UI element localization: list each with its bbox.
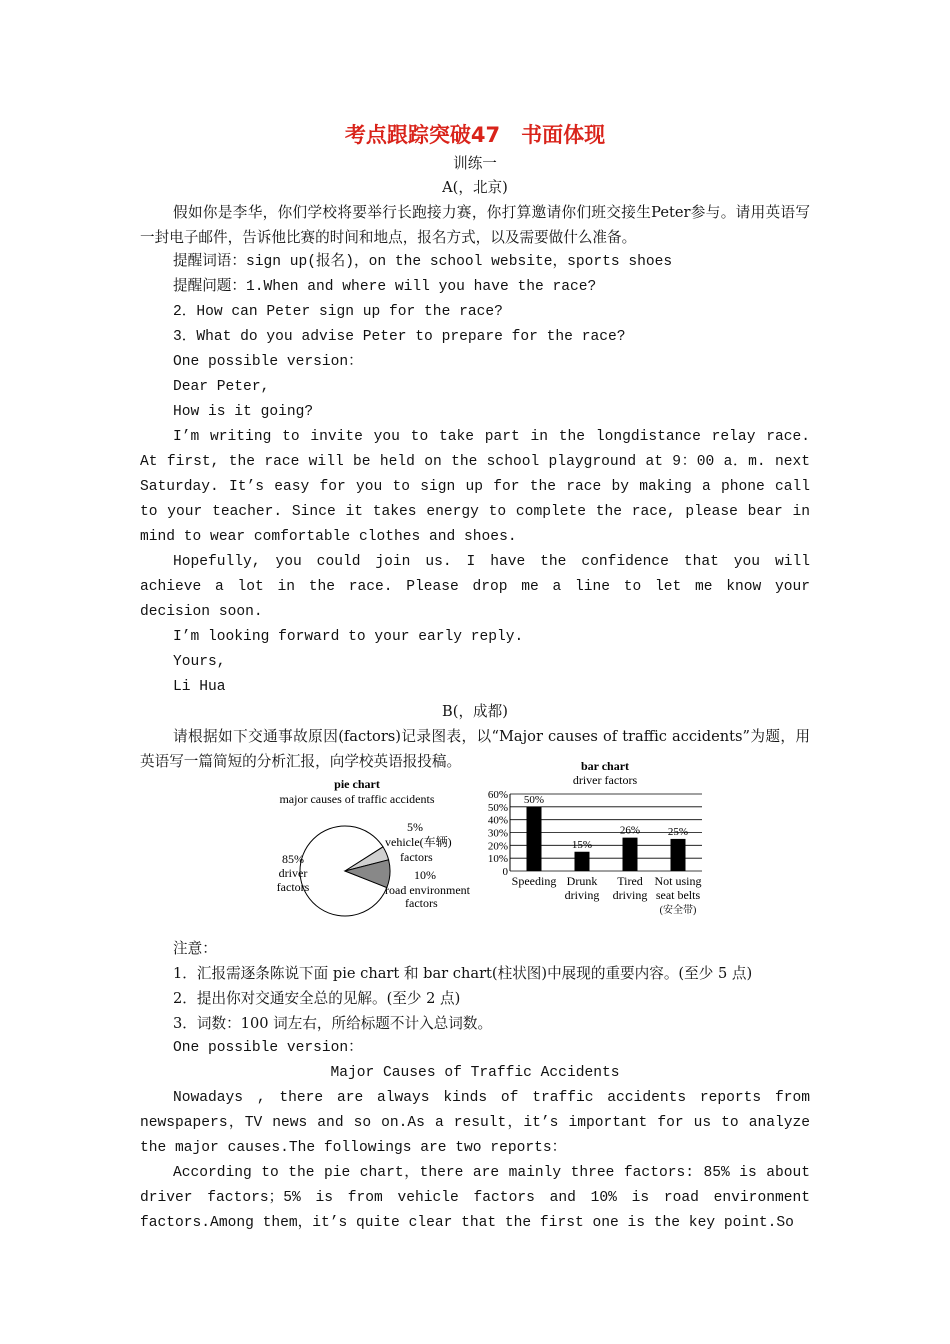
section-a-task: 假如你是李华，你们学校将要举行长跑接力赛，你打算邀请你们班交接生Peter参与。请用英语写一封电子邮件，告诉他比赛的时间和地点，报名方式，以及需要做什么准备。 bbox=[140, 204, 810, 246]
bar bbox=[527, 807, 542, 871]
y-tick-label: 10% bbox=[487, 853, 508, 866]
essay-paragraph-1: Nowadays , there are always kinds of traffic accidents reports from newspapers，TV news and so on.As a result，it’s important for us to analyze the major causes.The followings are two reports： bbox=[140, 1090, 810, 1156]
y-tick-label: 0 bbox=[502, 866, 508, 878]
hint-question-1: 提醒问题：1.When and where will you have the race? bbox=[173, 279, 597, 295]
x-category-label: Speeding bbox=[511, 874, 557, 888]
pie-slice-label: vehicle(车辆) bbox=[385, 835, 452, 849]
pie-slice-label: 85% bbox=[282, 852, 304, 866]
x-category-label: Drunk bbox=[566, 874, 598, 888]
x-category-label: driving bbox=[612, 888, 648, 902]
y-tick-label: 30% bbox=[487, 827, 508, 840]
section-b-heading: B(，成都) bbox=[442, 703, 508, 720]
section-a-heading: A(，北京) bbox=[442, 179, 508, 196]
bar-chart-title: bar chart bbox=[580, 759, 630, 773]
bar-chart bbox=[487, 758, 732, 918]
section-b-task: 请根据如下交通事故原因(factors)记录图表，以“Major causes of traffic accidents”为题，用英语写一篇简短的分析汇报，向学校英语报投稿。 bbox=[140, 728, 810, 770]
pie-slice-label: factors bbox=[405, 896, 438, 910]
letter-opening: How is it going? bbox=[173, 404, 314, 420]
x-category-label: (安全带) bbox=[659, 905, 697, 916]
bar-value-label: 26% bbox=[619, 824, 641, 837]
version-label-a: One possible version： bbox=[173, 354, 363, 370]
bar bbox=[575, 852, 590, 871]
chart-figure bbox=[140, 759, 810, 936]
y-tick-label: 60% bbox=[487, 789, 508, 801]
document-page bbox=[140, 118, 810, 1236]
bar bbox=[671, 839, 686, 871]
bar bbox=[623, 838, 638, 871]
x-category-label: Tired bbox=[617, 874, 643, 888]
essay-paragraph-2: According to the pie chart，there are mainly three factors: 85% is about driver factors；5% is from vehicle factors and 10% is road environment factors.Among them，it’s quite clear that the first one is the key point.So bbox=[140, 1165, 810, 1231]
note-1: 1．汇报需逐条陈说下面 pie chart 和 bar chart(柱状图)中展现的重要内容。(至少 5 点) bbox=[173, 965, 753, 982]
letter-closing-line: I’m looking forward to your early reply. bbox=[173, 629, 524, 645]
page-title: 考点跟踪突破47 书面体现 bbox=[344, 123, 606, 147]
x-category-label: seat belts bbox=[655, 888, 701, 902]
pie-chart-title: pie chart bbox=[334, 777, 380, 791]
hint-question-3: 3．What do you advise Peter to prepare for the race? bbox=[173, 329, 626, 345]
bar-value-label: 50% bbox=[523, 793, 545, 806]
y-tick-label: 20% bbox=[487, 840, 508, 853]
x-category-label: driving bbox=[564, 888, 600, 902]
y-tick-label: 50% bbox=[487, 801, 508, 814]
notes-label: 注意： bbox=[173, 940, 217, 957]
pie-slice-label: driver bbox=[278, 866, 308, 880]
bar-value-label: 25% bbox=[667, 825, 689, 838]
pie-slice-label: 10% bbox=[414, 868, 436, 882]
note-3: 3．词数：100 词左右，所给标题不计入总词数。 bbox=[173, 1015, 493, 1032]
letter-paragraph-2: Hopefully, you could join us. I have the confidence that you will achieve a lot in the race. Please drop me a line to let me know your decision soon. bbox=[140, 554, 810, 620]
pie-slice-label: road environment bbox=[385, 883, 470, 897]
pie-slice-label: factors bbox=[400, 850, 433, 864]
letter-sign-off: Yours, bbox=[173, 654, 226, 670]
hint-question-2: 2．How can Peter sign up for the race? bbox=[173, 304, 503, 320]
x-category-label: Not using bbox=[654, 874, 702, 888]
pie-chart bbox=[265, 776, 495, 936]
y-tick-label: 40% bbox=[487, 814, 508, 827]
letter-paragraph-1: I’m writing to invite you to take part in the longdistance relay race. At first, the race will be held on the school playground at 9：00 a．m. next Saturday. It’s easy for you to sign up for the race by making a phone call to your teacher. Since it takes energy to complete the race, please bear in mind to wear comfortable clothes and shoes. bbox=[140, 429, 810, 545]
bar-chart-subtitle: driver factors bbox=[572, 773, 638, 787]
letter-signature: Li Hua bbox=[173, 679, 226, 695]
hint-words: 提醒词语：sign up(报名)，on the school website，sports shoes bbox=[173, 254, 673, 270]
page-subtitle: 训练一 bbox=[453, 155, 497, 172]
essay-title: Major Causes of Traffic Accidents bbox=[330, 1065, 620, 1081]
bar-value-label: 15% bbox=[571, 838, 593, 851]
letter-greeting: Dear Peter, bbox=[173, 379, 270, 395]
pie-chart-subtitle: major causes of traffic accidents bbox=[279, 792, 435, 806]
pie-slice-label: factors bbox=[276, 880, 310, 894]
pie-slice-label: 5% bbox=[407, 820, 423, 834]
version-label-b: One possible version： bbox=[173, 1040, 363, 1056]
note-2: 2．提出你对交通安全总的见解。(至少 2 点) bbox=[173, 990, 461, 1007]
